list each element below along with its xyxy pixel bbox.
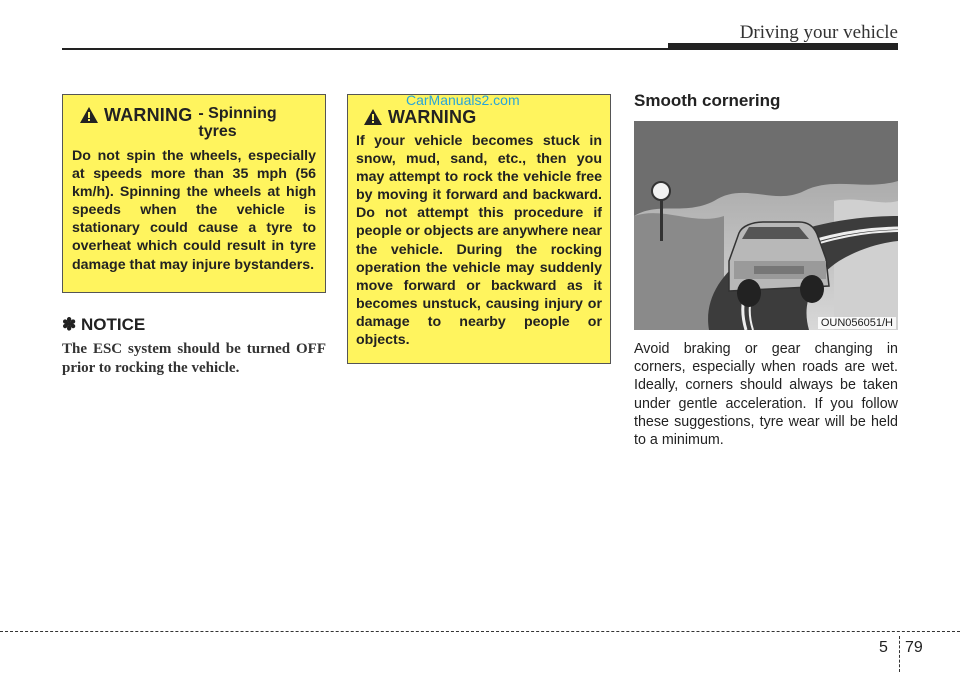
warning-subtitle: - Spinning tyres — [198, 105, 277, 140]
header-title: Driving your vehicle — [739, 22, 898, 43]
section-body: Avoid braking or gear changing in corners, especially when roads are wet. Ideally, corners should always be taken under gentle acceleration. If you follow these suggestions, tyre wear will be held to a minimum. — [634, 341, 898, 449]
car-on-curved-road-image — [634, 121, 898, 330]
warning-triangle-icon — [364, 109, 382, 125]
warning-label: WARNING — [104, 105, 193, 125]
image-code: OUN056051/H — [818, 317, 896, 329]
warning-triangle-icon — [80, 107, 98, 123]
watermark[interactable]: CarManuals2.com — [406, 92, 520, 108]
header-rule-accent — [668, 43, 898, 50]
warning-label: WARNING — [388, 107, 477, 127]
notice-body: The ESC system should be turned OFF prior to rocking the vehicle. — [62, 341, 326, 376]
footer-separator — [899, 636, 900, 672]
cornering-illustration — [634, 121, 898, 330]
page-number: 79 — [905, 639, 923, 656]
warning-body: If your vehicle becomes stuck in snow, mud, sand, etc., then you may attempt to rock the vehicle free by moving it forward and backward. Do not attempt this procedure if people or objects are anywhere near the vehicle. During the rocking operation the vehicle may suddenly move forward or backward as it becomes unstuck, causing injury or damage to nearby people or objects. — [356, 133, 603, 349]
warning-box-rocking — [347, 94, 611, 364]
chapter-number: 5 — [879, 639, 888, 656]
footer-rule — [0, 631, 960, 632]
warning-body: Do not spin the wheels, especially at speeds more than 35 mph (56 km/h). Spinning the wheels at high speeds when the vehicle is stationary could cause a tyre to overheat which could result in tyre damage that may injure bystanders. — [72, 148, 316, 273]
section-title: Smooth cornering — [634, 91, 781, 110]
warning-box-spinning-tyres — [62, 94, 326, 293]
header-rule — [62, 48, 672, 50]
notice-title: ✽ NOTICE — [62, 315, 146, 334]
